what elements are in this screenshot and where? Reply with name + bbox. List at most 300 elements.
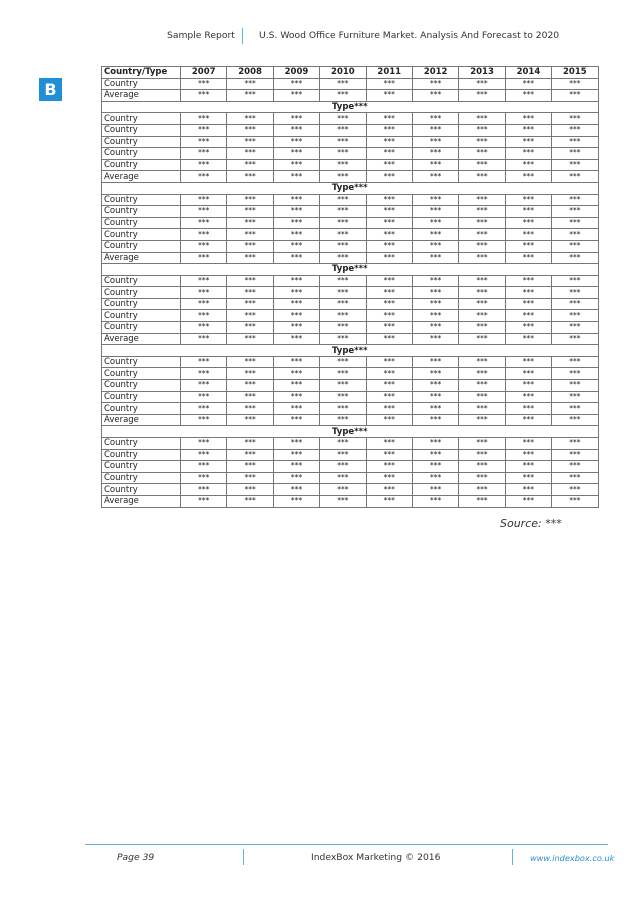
group-header-row — [102, 101, 599, 113]
table-cell: *** — [412, 333, 458, 345]
table-row — [102, 229, 599, 241]
table-row — [102, 414, 599, 426]
group-title: Type*** — [102, 264, 599, 276]
table-cell: *** — [227, 380, 273, 392]
table-cell: *** — [459, 368, 505, 380]
page-header — [0, 30, 638, 44]
table-row — [102, 310, 599, 322]
table-cell: *** — [227, 148, 273, 160]
table-cell: *** — [227, 159, 273, 171]
table-cell: *** — [552, 310, 598, 322]
table-cell: *** — [320, 206, 366, 218]
table-cell: *** — [227, 356, 273, 368]
column-header: 2007 — [181, 67, 227, 79]
table-row — [102, 275, 599, 287]
table-cell: *** — [366, 171, 412, 183]
table-cell: *** — [320, 298, 366, 310]
column-header: 2013 — [459, 67, 505, 79]
row-label: Country — [102, 194, 181, 206]
table-cell: *** — [320, 194, 366, 206]
column-header: 2010 — [320, 67, 366, 79]
table-row — [102, 472, 599, 484]
table-cell: *** — [366, 391, 412, 403]
table-cell: *** — [320, 461, 366, 473]
table-cell: *** — [181, 229, 227, 241]
table-cell: *** — [227, 495, 273, 507]
table-cell: *** — [505, 171, 551, 183]
table-cell: *** — [552, 206, 598, 218]
table-cell: *** — [227, 206, 273, 218]
row-label: Country — [102, 322, 181, 334]
table-cell: *** — [505, 217, 551, 229]
table-cell: *** — [320, 368, 366, 380]
table-cell: *** — [320, 252, 366, 264]
table-cell: *** — [505, 124, 551, 136]
table-cell: *** — [505, 148, 551, 160]
table-cell: *** — [412, 113, 458, 125]
table-cell: *** — [552, 414, 598, 426]
table-cell: *** — [505, 461, 551, 473]
table-cell: *** — [273, 171, 319, 183]
table-row — [102, 90, 599, 102]
row-label: Country — [102, 240, 181, 252]
table-cell: *** — [273, 275, 319, 287]
table-cell: *** — [366, 414, 412, 426]
table-cell: *** — [366, 194, 412, 206]
table-cell: *** — [366, 252, 412, 264]
row-label: Country — [102, 461, 181, 473]
table-cell: *** — [505, 310, 551, 322]
table-row — [102, 380, 599, 392]
table-cell: *** — [320, 449, 366, 461]
row-label: Country — [102, 403, 181, 415]
table-row — [102, 217, 599, 229]
table-cell: *** — [412, 356, 458, 368]
table-cell: *** — [227, 333, 273, 345]
table-cell: *** — [552, 217, 598, 229]
table-cell: *** — [505, 229, 551, 241]
table-cell: *** — [459, 194, 505, 206]
table-cell: *** — [181, 368, 227, 380]
table-cell: *** — [459, 414, 505, 426]
table-cell: *** — [505, 252, 551, 264]
table-cell: *** — [273, 298, 319, 310]
table-cell: *** — [459, 159, 505, 171]
table-cell: *** — [552, 298, 598, 310]
table-cell: *** — [459, 495, 505, 507]
table-cell: *** — [412, 252, 458, 264]
table-cell: *** — [412, 124, 458, 136]
table-cell: *** — [320, 148, 366, 160]
table-cell: *** — [412, 414, 458, 426]
table-row — [102, 495, 599, 507]
table-cell: *** — [505, 136, 551, 148]
table-cell: *** — [273, 136, 319, 148]
table-cell: *** — [459, 322, 505, 334]
table-cell: *** — [181, 206, 227, 218]
table-cell: *** — [273, 206, 319, 218]
table-cell: *** — [505, 495, 551, 507]
row-label: Country — [102, 356, 181, 368]
row-label: Country — [102, 78, 181, 90]
table-cell: *** — [273, 124, 319, 136]
table-row — [102, 206, 599, 218]
table-cell: *** — [412, 449, 458, 461]
header-separator — [242, 28, 243, 44]
table-cell: *** — [412, 380, 458, 392]
table-cell: *** — [505, 368, 551, 380]
table-cell: *** — [459, 90, 505, 102]
table-cell: *** — [552, 159, 598, 171]
group-header-row — [102, 345, 599, 357]
table-cell: *** — [552, 124, 598, 136]
table-cell: *** — [552, 356, 598, 368]
table-cell: *** — [459, 124, 505, 136]
table-row — [102, 252, 599, 264]
table-cell: *** — [459, 171, 505, 183]
table-cell: *** — [273, 287, 319, 299]
group-title: Type*** — [102, 101, 599, 113]
table-cell: *** — [505, 287, 551, 299]
table-cell: *** — [181, 495, 227, 507]
table-cell: *** — [181, 449, 227, 461]
table-cell: *** — [227, 229, 273, 241]
table-cell: *** — [459, 298, 505, 310]
table-cell: *** — [459, 252, 505, 264]
table-cell: *** — [412, 298, 458, 310]
table-cell: *** — [505, 472, 551, 484]
table-row — [102, 124, 599, 136]
table-cell: *** — [320, 380, 366, 392]
table-cell: *** — [412, 78, 458, 90]
page-number: Page 39 — [117, 852, 155, 863]
table-cell: *** — [273, 391, 319, 403]
table-cell: *** — [505, 403, 551, 415]
table-cell: *** — [227, 275, 273, 287]
table-cell: *** — [459, 275, 505, 287]
table-cell: *** — [412, 206, 458, 218]
table-cell: *** — [227, 298, 273, 310]
table-cell: *** — [227, 461, 273, 473]
row-label: Country — [102, 136, 181, 148]
table-cell: *** — [227, 310, 273, 322]
table-cell: *** — [412, 240, 458, 252]
table-cell: *** — [273, 148, 319, 160]
table-cell: *** — [552, 403, 598, 415]
footer-copyright: IndexBox Marketing © 2016 — [311, 852, 441, 863]
table-cell: *** — [366, 275, 412, 287]
table-cell: *** — [181, 403, 227, 415]
table-cell: *** — [552, 287, 598, 299]
header-report-type: Sample Report — [167, 30, 235, 41]
row-label: Country — [102, 159, 181, 171]
table-cell: *** — [412, 472, 458, 484]
table-cell: *** — [273, 252, 319, 264]
table-cell: *** — [366, 298, 412, 310]
table-cell: *** — [366, 380, 412, 392]
table-cell: *** — [459, 206, 505, 218]
table-cell: *** — [412, 495, 458, 507]
table-cell: *** — [273, 403, 319, 415]
table-cell: *** — [181, 414, 227, 426]
table-cell: *** — [552, 229, 598, 241]
table-cell: *** — [320, 90, 366, 102]
table-cell: *** — [320, 78, 366, 90]
table-cell: *** — [505, 206, 551, 218]
table-cell: *** — [181, 78, 227, 90]
table-cell: *** — [505, 356, 551, 368]
table-cell: *** — [181, 148, 227, 160]
table-cell: *** — [273, 333, 319, 345]
table-cell: *** — [273, 229, 319, 241]
table-cell: *** — [273, 159, 319, 171]
table-cell: *** — [459, 217, 505, 229]
table-cell: *** — [366, 217, 412, 229]
table-cell: *** — [227, 391, 273, 403]
table-row — [102, 298, 599, 310]
table-row — [102, 449, 599, 461]
table-cell: *** — [273, 472, 319, 484]
table-cell: *** — [227, 322, 273, 334]
table-row — [102, 322, 599, 334]
table-cell: *** — [552, 275, 598, 287]
table-cell: *** — [366, 403, 412, 415]
table-cell: *** — [273, 380, 319, 392]
table-row — [102, 368, 599, 380]
table-cell: *** — [412, 368, 458, 380]
table-cell: *** — [227, 414, 273, 426]
table-cell: *** — [273, 90, 319, 102]
page-footer — [0, 852, 638, 866]
table-cell: *** — [552, 113, 598, 125]
table-cell: *** — [273, 414, 319, 426]
table-cell: *** — [505, 194, 551, 206]
table-row — [102, 461, 599, 473]
table-cell: *** — [320, 322, 366, 334]
table-cell: *** — [552, 472, 598, 484]
table-cell: *** — [412, 229, 458, 241]
row-label: Country — [102, 484, 181, 496]
table-cell: *** — [552, 380, 598, 392]
table-cell: *** — [273, 495, 319, 507]
table-cell: *** — [320, 484, 366, 496]
table-cell: *** — [320, 403, 366, 415]
table-cell: *** — [181, 171, 227, 183]
table-cell: *** — [320, 310, 366, 322]
table-cell: *** — [181, 252, 227, 264]
table-cell: *** — [366, 124, 412, 136]
group-title: Type*** — [102, 345, 599, 357]
table-cell: *** — [459, 148, 505, 160]
table-row — [102, 287, 599, 299]
row-label: Country — [102, 391, 181, 403]
table-cell: *** — [273, 449, 319, 461]
table-cell: *** — [273, 78, 319, 90]
table-cell: *** — [227, 287, 273, 299]
footer-website-link[interactable]: www.indexbox.co.uk — [530, 853, 615, 863]
row-label: Country — [102, 217, 181, 229]
table-cell: *** — [181, 159, 227, 171]
table-cell: *** — [181, 136, 227, 148]
table-cell: *** — [459, 391, 505, 403]
table-cell: *** — [412, 403, 458, 415]
row-label: Country — [102, 275, 181, 287]
table-cell: *** — [412, 171, 458, 183]
table-cell: *** — [181, 333, 227, 345]
table-cell: *** — [459, 472, 505, 484]
table-cell: *** — [505, 484, 551, 496]
table-cell: *** — [366, 438, 412, 450]
table-cell: *** — [459, 380, 505, 392]
row-label: Average — [102, 333, 181, 345]
table-cell: *** — [505, 159, 551, 171]
row-label: Country — [102, 229, 181, 241]
table-cell: *** — [320, 136, 366, 148]
table-cell: *** — [459, 113, 505, 125]
table-row — [102, 356, 599, 368]
table-header-row — [102, 67, 599, 79]
table-row — [102, 438, 599, 450]
table-cell: *** — [320, 124, 366, 136]
table-cell: *** — [227, 438, 273, 450]
table-cell: *** — [320, 275, 366, 287]
table-cell: *** — [320, 113, 366, 125]
data-table — [101, 66, 599, 508]
table-cell: *** — [366, 368, 412, 380]
table-row — [102, 78, 599, 90]
table-row — [102, 484, 599, 496]
table-cell: *** — [412, 484, 458, 496]
table-cell: *** — [412, 217, 458, 229]
table-cell: *** — [366, 159, 412, 171]
table-cell: *** — [273, 113, 319, 125]
table-cell: *** — [459, 438, 505, 450]
row-label: Country — [102, 148, 181, 160]
table-cell: *** — [412, 148, 458, 160]
table-cell: *** — [227, 472, 273, 484]
table-cell: *** — [273, 461, 319, 473]
table-cell: *** — [181, 356, 227, 368]
row-label: Country — [102, 438, 181, 450]
table-cell: *** — [412, 194, 458, 206]
table-cell: *** — [227, 90, 273, 102]
table-row — [102, 171, 599, 183]
table-cell: *** — [181, 484, 227, 496]
table-cell: *** — [552, 461, 598, 473]
table-cell: *** — [273, 217, 319, 229]
table-cell: *** — [366, 333, 412, 345]
table-cell: *** — [412, 159, 458, 171]
table-cell: *** — [366, 136, 412, 148]
table-body — [102, 78, 599, 507]
table-cell: *** — [181, 298, 227, 310]
table-cell: *** — [273, 240, 319, 252]
table-cell: *** — [366, 472, 412, 484]
row-label: Average — [102, 252, 181, 264]
table-cell: *** — [181, 287, 227, 299]
table-cell: *** — [366, 113, 412, 125]
table-cell: *** — [366, 78, 412, 90]
table-cell: *** — [227, 403, 273, 415]
row-label: Country — [102, 472, 181, 484]
table-cell: *** — [227, 194, 273, 206]
footer-separator — [512, 849, 513, 865]
table-cell: *** — [227, 171, 273, 183]
table-cell: *** — [505, 333, 551, 345]
row-label: Country — [102, 380, 181, 392]
table-cell: *** — [320, 333, 366, 345]
table-cell: *** — [552, 391, 598, 403]
table-cell: *** — [459, 240, 505, 252]
table-cell: *** — [366, 229, 412, 241]
footer-separator — [243, 849, 244, 865]
table-cell: *** — [552, 148, 598, 160]
table-cell: *** — [552, 495, 598, 507]
table-cell: *** — [459, 78, 505, 90]
table-cell: *** — [366, 356, 412, 368]
table-cell: *** — [320, 217, 366, 229]
table-row — [102, 148, 599, 160]
table-row — [102, 240, 599, 252]
table-cell: *** — [459, 356, 505, 368]
table-cell: *** — [181, 275, 227, 287]
table-cell: *** — [181, 310, 227, 322]
table-cell: *** — [552, 368, 598, 380]
table-cell: *** — [273, 368, 319, 380]
row-label: Country — [102, 124, 181, 136]
table-cell: *** — [459, 403, 505, 415]
group-title: Type*** — [102, 426, 599, 438]
table-cell: *** — [412, 275, 458, 287]
group-header-row — [102, 426, 599, 438]
table-cell: *** — [552, 240, 598, 252]
table-cell: *** — [320, 414, 366, 426]
row-label: Country — [102, 368, 181, 380]
table-cell: *** — [227, 113, 273, 125]
table-cell: *** — [505, 113, 551, 125]
table-cell: *** — [181, 380, 227, 392]
group-title: Type*** — [102, 182, 599, 194]
column-header: 2014 — [505, 67, 551, 79]
column-header: Country/Type — [102, 67, 181, 79]
header-report-title: U.S. Wood Office Furniture Market. Analysis And Forecast to 2020 — [259, 30, 560, 41]
table-row — [102, 403, 599, 415]
table-cell: *** — [552, 322, 598, 334]
table-cell: *** — [412, 287, 458, 299]
table-cell: *** — [320, 287, 366, 299]
table-cell: *** — [552, 438, 598, 450]
table-cell: *** — [366, 484, 412, 496]
column-header: 2015 — [552, 67, 598, 79]
table-row — [102, 194, 599, 206]
column-header: 2012 — [412, 67, 458, 79]
row-label: Average — [102, 495, 181, 507]
table-cell: *** — [181, 124, 227, 136]
table-cell: *** — [552, 136, 598, 148]
group-header-row — [102, 182, 599, 194]
table-cell: *** — [459, 449, 505, 461]
row-label: Average — [102, 90, 181, 102]
table-cell: *** — [181, 391, 227, 403]
row-label: Country — [102, 113, 181, 125]
table-cell: *** — [181, 240, 227, 252]
table-cell: *** — [273, 356, 319, 368]
table-cell: *** — [320, 438, 366, 450]
table-cell: *** — [273, 484, 319, 496]
table-cell: *** — [552, 252, 598, 264]
table-cell: *** — [366, 322, 412, 334]
table-cell: *** — [320, 391, 366, 403]
